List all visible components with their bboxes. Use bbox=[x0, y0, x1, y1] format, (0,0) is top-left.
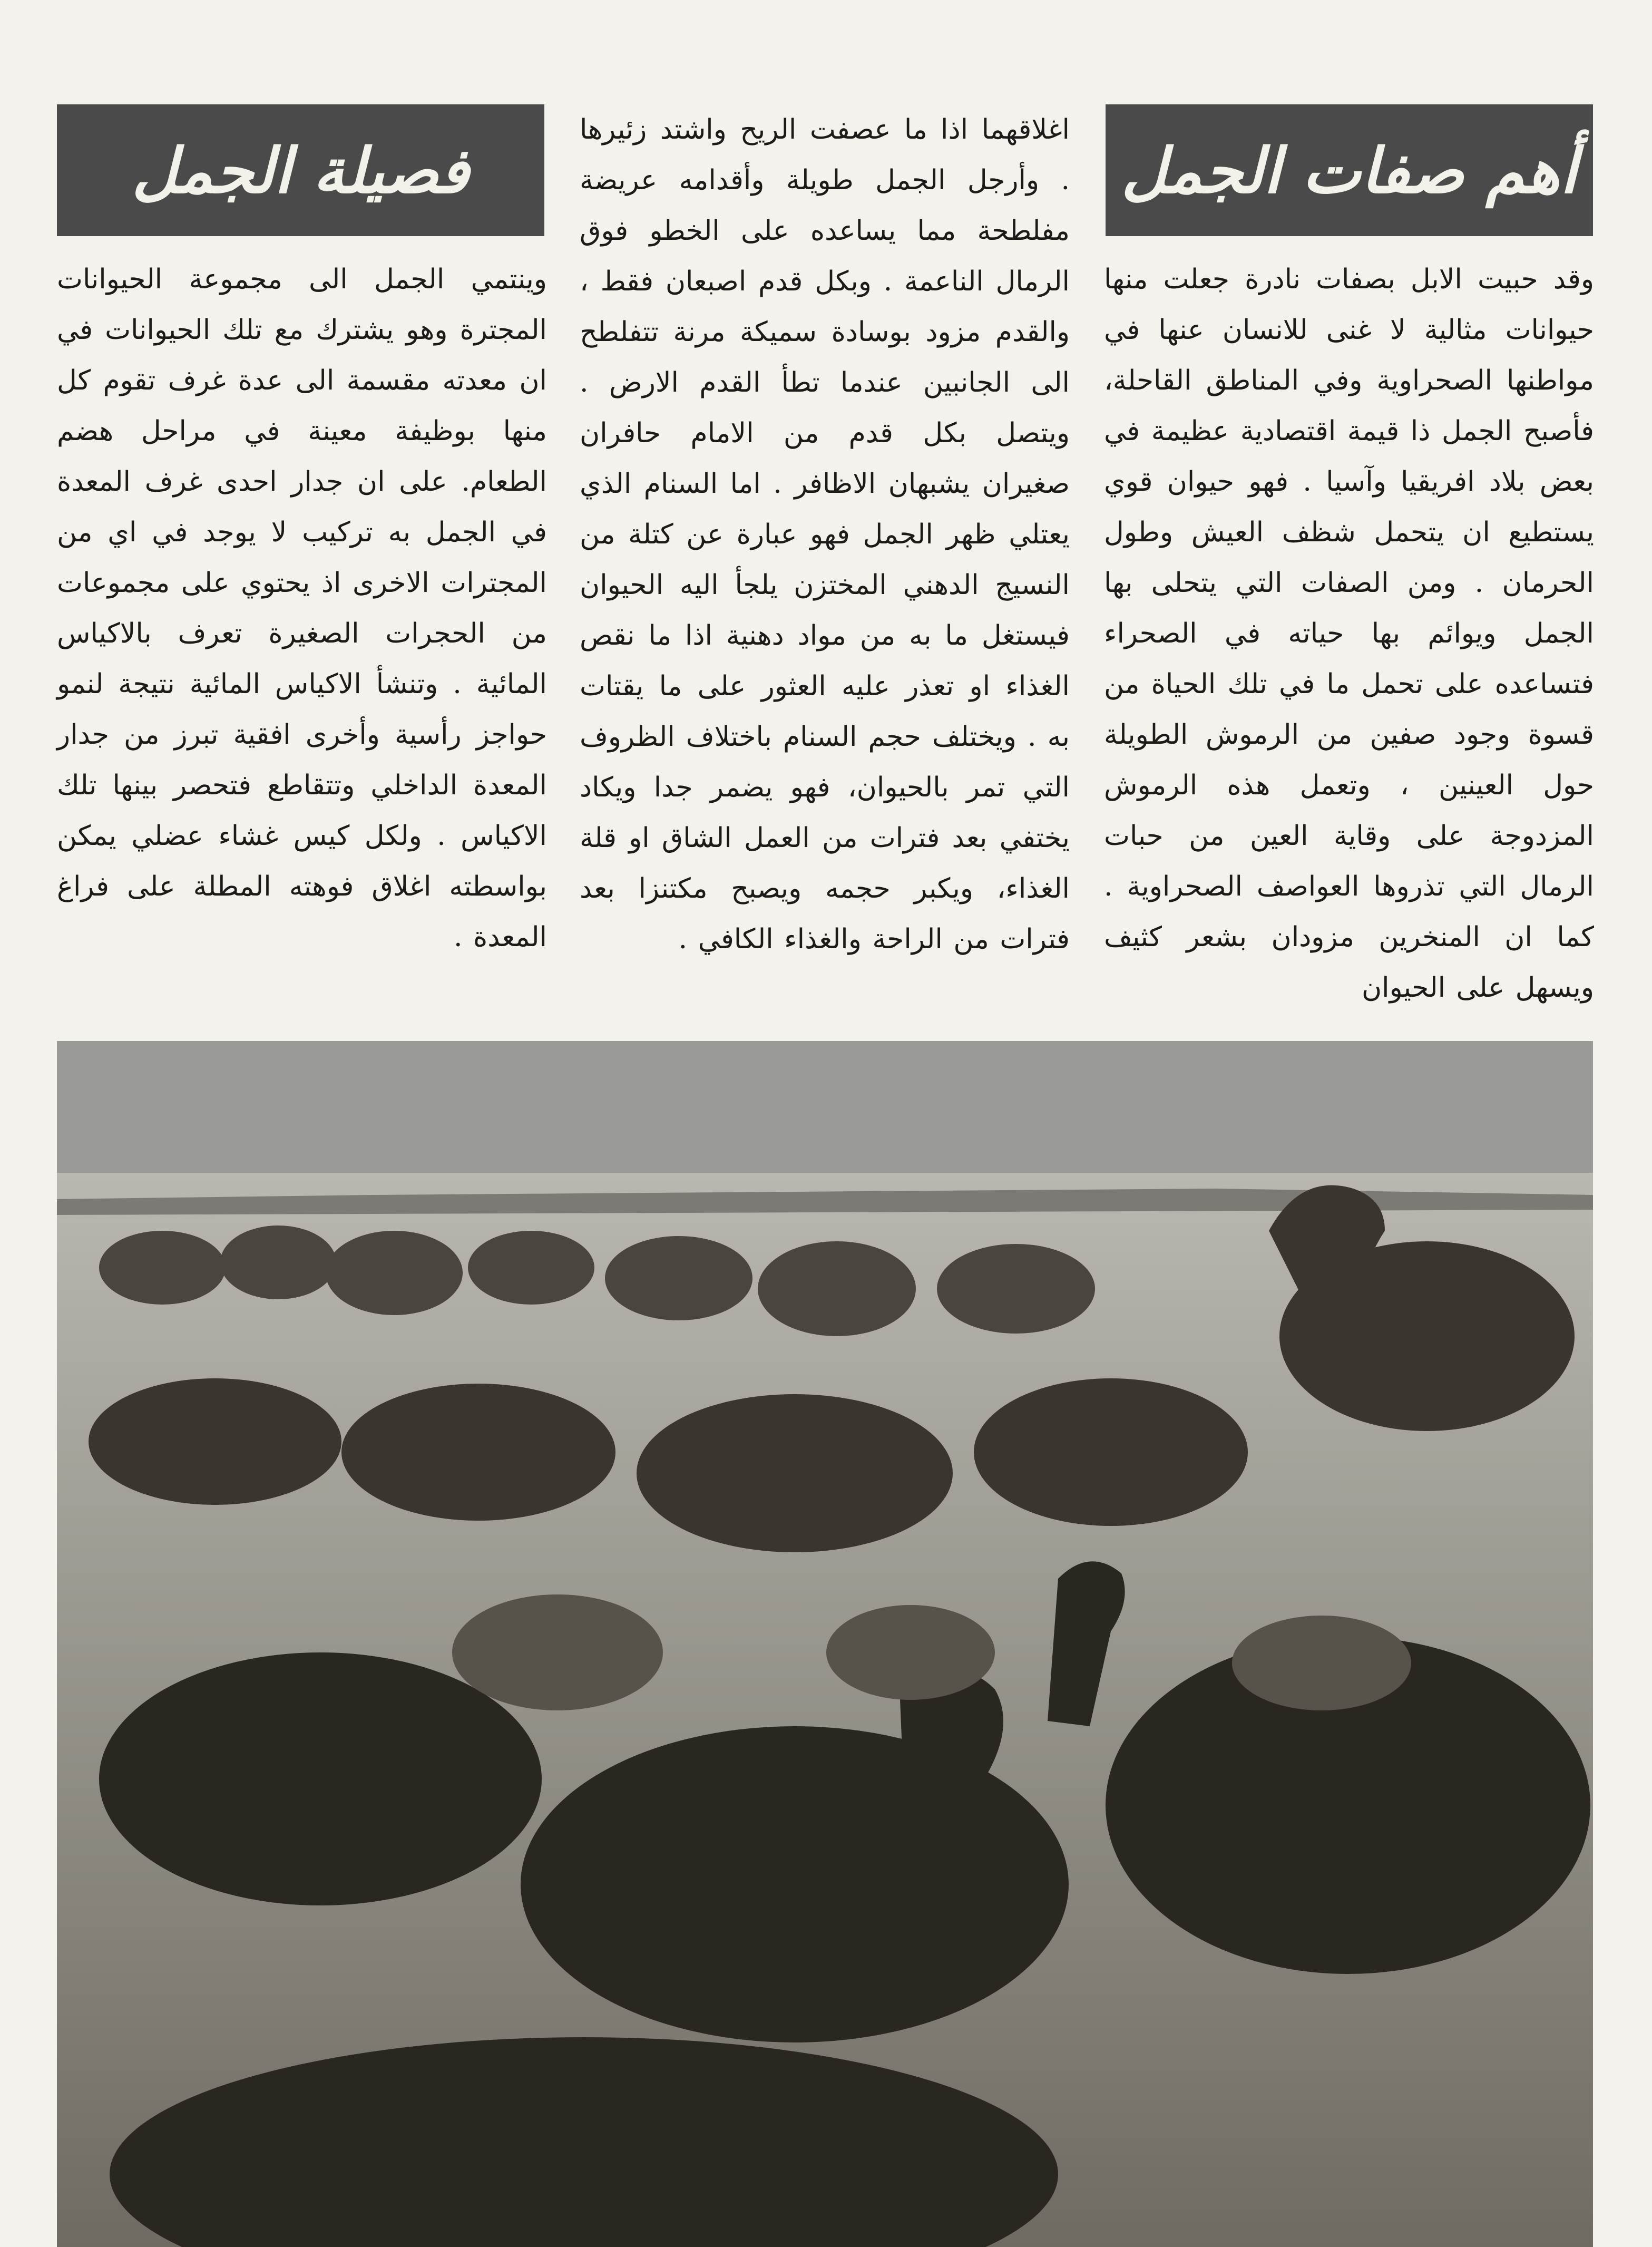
article-column-right: وقد حبيت الابل بصفات نادرة جعلت منها حيوانات مثالية لا غنى للانسان عنها في مواطنها الصحراوية وفي المناطق القاحلة، فأصبح الجمل ذا قيمة اقتصادية عظيمة في بعض بلاد افريقيا وآسيا . فهو حيوان قوي يستطيع ان يتحمل شظف العيش وطول الحرمان . ومن الصفات التي يتحلى بها الجمل ويوائم بها حياته في الصحراء فتساعده على تحمل ما في تلك الحياة من قسوة وجود صفين من الرموش الطويلة حول العينين ، وتعمل هذه الرموش المزدوجة على وقاية العين من حبات الرمال التي تذروها العواصف الصحراوية . كما ان المنخرين مزودان بشعر كثيف ويسهل على الحيوان bbox=[1104, 264, 1594, 1004]
heading-text: فصيلة الجمل bbox=[132, 133, 470, 207]
section-heading-camel-traits bbox=[1106, 104, 1593, 236]
section-heading-camel-family bbox=[57, 104, 544, 236]
heading-text: أهم صفات الجمل bbox=[1121, 133, 1578, 207]
article-column-left: وينتمي الجمل الى مجموعة الحيوانات المجترة وهو يشترك مع تلك الحيوانات في ان معدته مقسمة الى عدة غرف تقوم كل منها بوظيفة معينة في مراحل هضم الطعام. على ان جدار احدى غرف المعدة في الجمل به تركيب لا يوجد في اي من المجترات الاخرى اذ يحتوي على مجموعات من الحجرات الصغيرة تعرف بالاكياس المائية . وتنشأ الاكياس المائية نتيجة لنمو حواجز رأسية وأخرى افقية تبرز من جدار المعدة الداخلي وتتقاطع فتحصر بينها تلك الاكياس . ولكل كيس غشاء عضلي يمكن بواسطته اغلاق فوهته المطلة على فراغ المعدة . bbox=[57, 264, 548, 953]
article-column-middle: اغلاقهما اذا ما عصفت الريح واشتد زئيرها . وأرجل الجمل طويلة وأقدامه عريضة مفلطحة مما يساعده على الخطو فوق الرمال الناعمة . وبكل قدم اصبعان فقط ، والقدم مزود بوسادة سميكة مرنة تتفلطح الى الجانبين عندما تطأ القدم الارض . ويتصل بكل قدم من الامام حافران صغيران يشبهان الاظافر . اما السنام الذي يعتلي ظهر الجمل فهو عبارة عن كتلة من النسيج الدهني المختزن يلجأ اليه الحيوان فيستغل ما به من مواد دهنية اذا ما نقص الغذاء او تعذر عليه العثور على ما يقتات به . ويختلف حجم السنام باختلاف الظروف التي تمر بالحيوان، فهو يضمر جدا ويكاد يختفي بعد فترات من العمل الشاق او قلة الغذاء، ويكبر حجمه ويصبح مكتنزا بعد فترات من الراحة والغذاء الكافي . bbox=[580, 114, 1070, 955]
camel-herd-photo bbox=[57, 1041, 1593, 2247]
